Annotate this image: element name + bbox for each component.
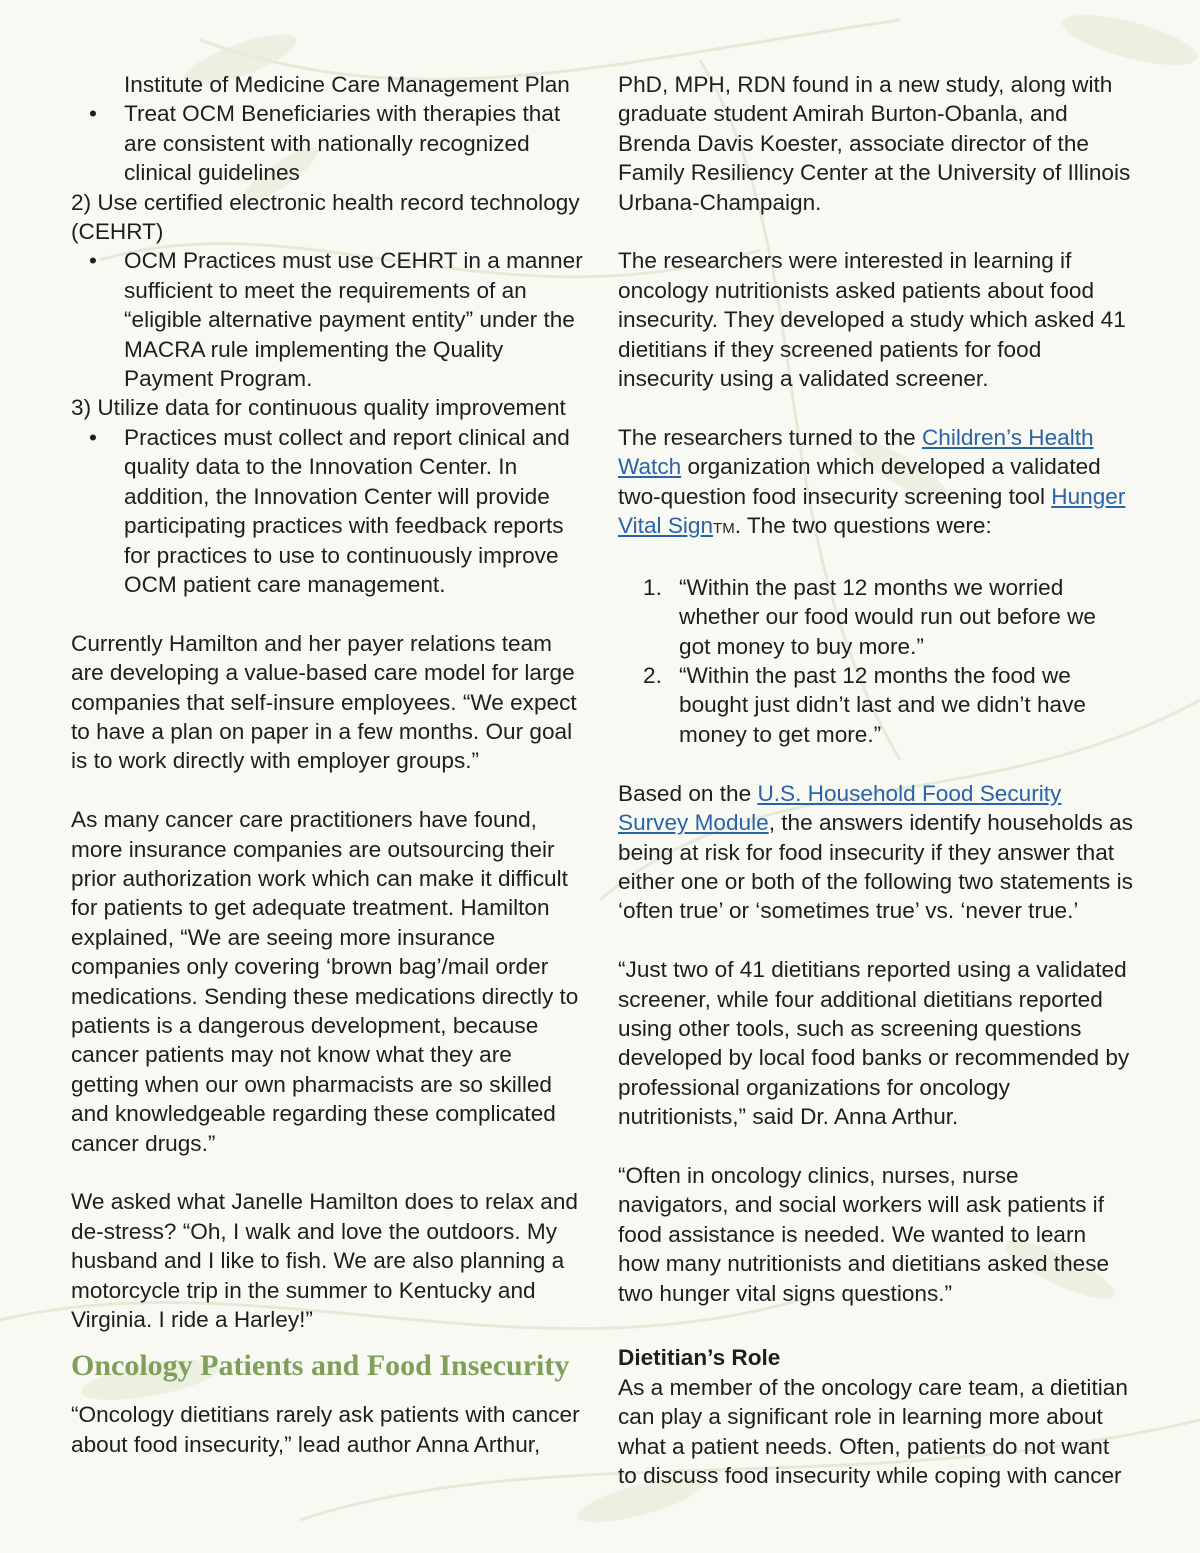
list-text: “Within the past 12 months the food we bought just didn’t last and we didn’t have money to get more.” [679, 663, 1086, 747]
paragraph: PhD, MPH, RDN found in a new study, along with graduate student Amirah Burton-Obanla, and Brenda Davis Koester, associate director of the Family Resiliency Center at the University of Illinois Urbana-Champaign. [618, 72, 1131, 215]
subheading: Dietitian’s Role [618, 1345, 781, 1371]
questions-list [618, 573, 1133, 749]
paragraph-with-link [618, 779, 1133, 926]
paragraph: As many cancer care practitioners have found, more insurance companies are outsourcing their prior authorization work which can make it difficult for patients to get adequate treatment. Hamilton explained, “We are seeing more insurance companies only covering ‘brown bag’/mail order medications. Sending these medications directly to patients is a dangerous development, because cancer patients may not know what they are getting when our own pharmacists are so skilled and knowledgeable regarding these complicated cancer drugs.” [71, 807, 579, 1156]
text-span: , the answers identify households as being at risk for food insecurity if they answer that either one or both of the following two statements is ‘often true’ or ‘sometimes true’ vs. ‘never true.’ [618, 810, 1133, 924]
household-food-security-survey-link[interactable]: U.S. Household Food Security Survey Module [618, 780, 1062, 836]
text-span: . The two questions were: [734, 513, 992, 539]
text-span: The researchers turned to the [618, 424, 922, 450]
text-span: organization which developed a validated two-question food insecurity screening tool [618, 454, 1101, 509]
bullet-item: • OCM Practices must use CEHRT in a manner sufficient to meet the requirements of an “eligible alternative payment entity” under the MACRA rule implementing the Quality Payment Program. [71, 246, 583, 393]
continued-line: Institute of Medicine Care Management Plan [124, 72, 570, 97]
list-item [618, 573, 1133, 661]
paragraph: “Often in oncology clinics, nurses, nurse navigators, and social workers will ask patients if food assistance is needed. We wanted to learn how many nutritionists and dietitians asked these two hunger vital signs questions.” [618, 1162, 1110, 1306]
bullet-list-1 [71, 99, 583, 187]
trademark-mark: TM [713, 520, 735, 538]
bullet-list-3 [71, 423, 583, 599]
right-column [618, 70, 1133, 1490]
list-text: “Within the past 12 months we worried whether our food would run out before we got money to buy more.” [679, 574, 1096, 659]
paragraph-with-links [618, 423, 1133, 544]
text-span: Based on the [618, 780, 758, 806]
paragraph: “Just two of 41 dietitians reported using a validated screener, while four additional dietitians reported using other tools, such as screening questions developed by local food banks or recommended by professional organizations for oncology nutritionists,” said Dr. Anna Arthur. [618, 957, 1130, 1130]
item-2-heading: 2) Use certified electronic health record technology (CEHRT) [71, 189, 580, 245]
paragraph: The researchers were interested in learning if oncology nutritionists asked patients about food insecurity. They developed a study which asked 41 dietitians if they screened patients for food insecurity using a validated screener. [618, 248, 1126, 392]
paragraph: Currently Hamilton and her payer relations team are developing a value-based care model for large companies that self-insure employees. “We expect to have a plan on paper in a few months. Our goal is to work directly with employer groups.” [71, 630, 577, 774]
hunger-vital-sign-link[interactable]: Hunger Vital Sign [618, 483, 1126, 539]
bullet-list-2 [71, 246, 583, 393]
paragraph: “Oncology dietitians rarely ask patients with cancer about food insecurity,” lead author Anna Arthur, [71, 1402, 580, 1457]
item-3-heading: 3) Utilize data for continuous quality improvement [71, 395, 566, 421]
paragraph: We asked what Janelle Hamilton does to relax and de-stress? “Oh, I walk and love the outdoors. My husband and I like to fish. We are also planning a motorcycle trip in the summer to Kentucky and Virginia. I ride a Harley!” [71, 1189, 578, 1333]
list-item [618, 661, 1133, 749]
childrens-health-watch-link[interactable]: Children’s Health Watch [618, 424, 1094, 480]
left-column [71, 70, 583, 1459]
list-number: 2. [643, 663, 662, 689]
paragraph: As a member of the oncology care team, a dietitian can play a significant role in learning more about what a patient needs. Often, patients do not want to discuss food insecurity while coping with cancer [618, 1374, 1128, 1488]
section-heading: Oncology Patients and Food Insecurity [71, 1349, 570, 1383]
list-number: 1. [643, 574, 662, 600]
bullet-item: • Treat OCM Beneficiaries with therapies that are consistent with nationally recognized clinical guidelines [71, 99, 583, 187]
bullet-item: • Practices must collect and report clinical and quality data to the Innovation Center. In addition, the Innovation Center will provide participating practices with feedback reports for practices to use to continuously improve OCM patient care management. [71, 423, 583, 599]
